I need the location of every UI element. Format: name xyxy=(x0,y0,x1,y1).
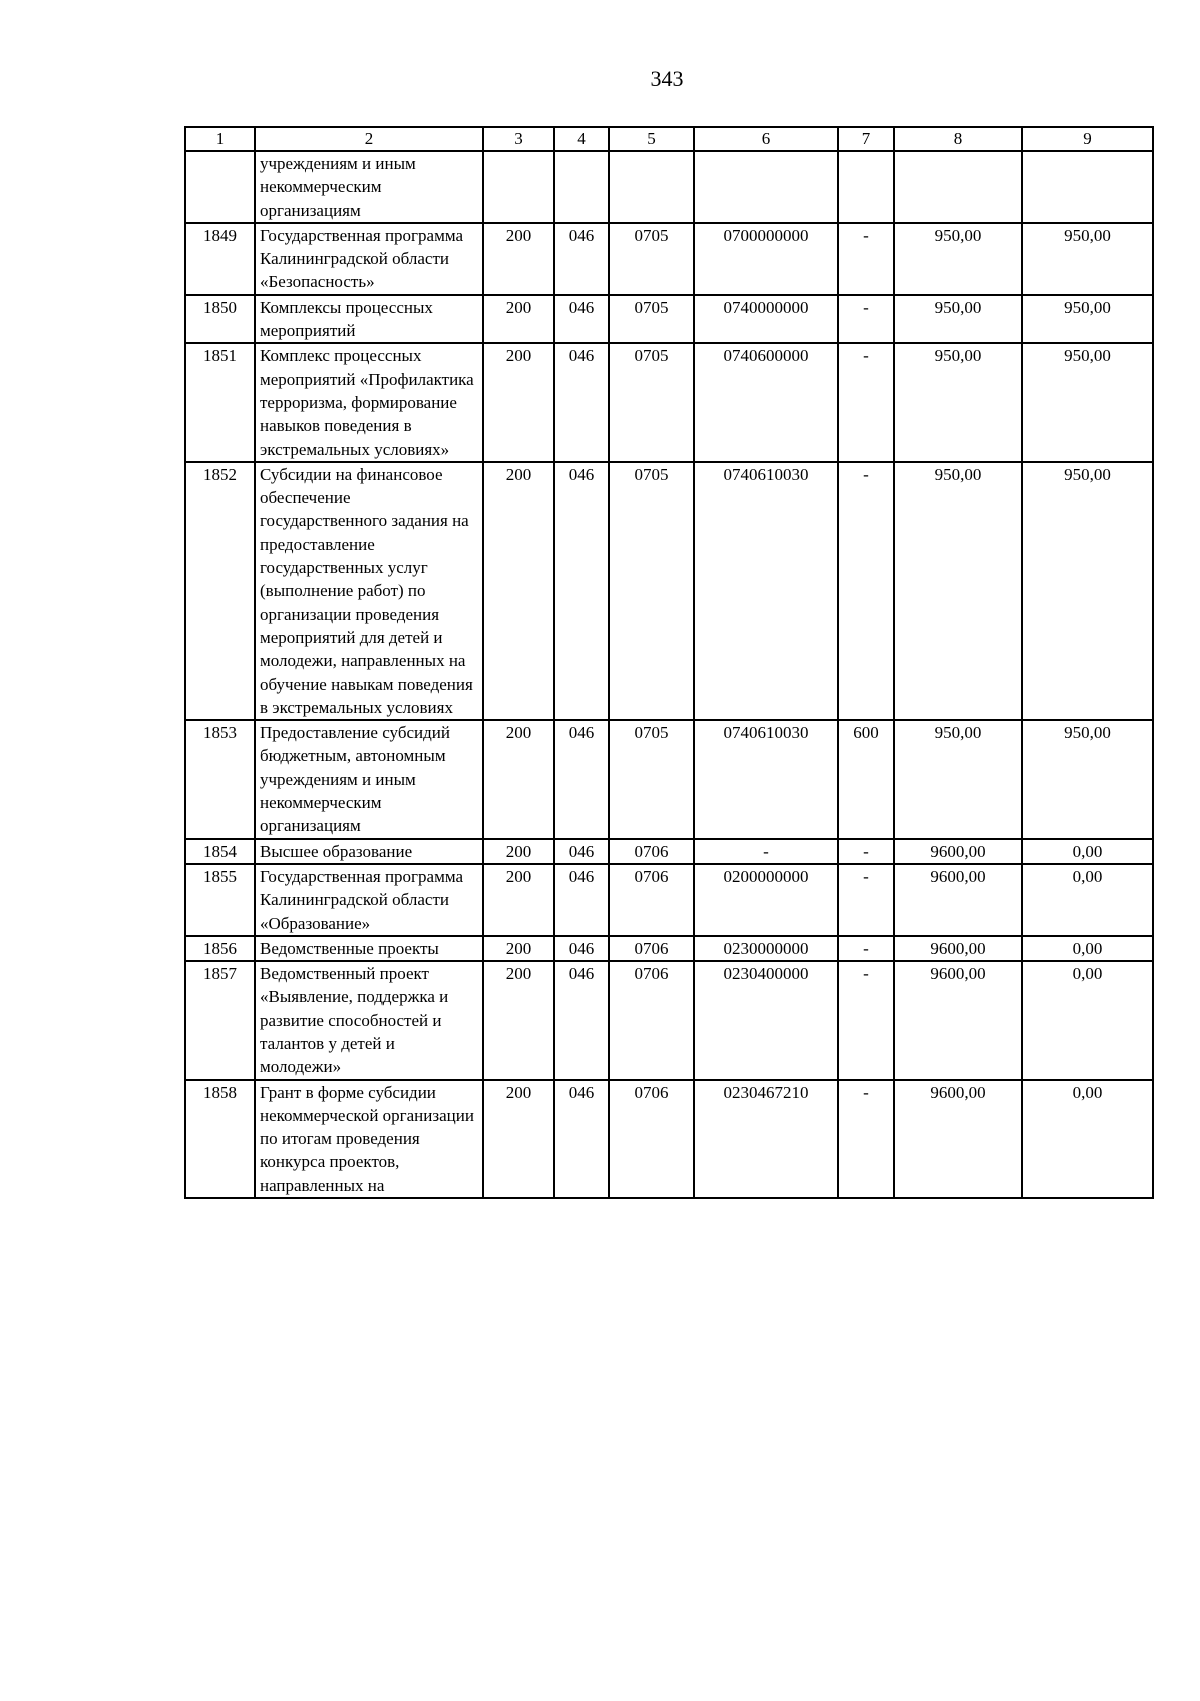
cell-expense-type: - xyxy=(838,1080,894,1198)
table-body xyxy=(185,151,1153,1198)
cell-description: Комплексы процессных мероприятий xyxy=(255,295,483,344)
cell-code-4 xyxy=(554,151,609,223)
cell-description: учреждениям и иным некоммерческим организациям xyxy=(255,151,483,223)
column-header-7: 7 xyxy=(838,127,894,151)
column-header-3: 3 xyxy=(483,127,554,151)
cell-expense-type: - xyxy=(838,223,894,295)
cell-section-code: 0705 xyxy=(609,295,694,344)
cell-amount-2025: 950,00 xyxy=(1022,343,1153,461)
cell-expense-type: - xyxy=(838,462,894,720)
header-row xyxy=(185,127,1153,151)
cell-section-code: 0706 xyxy=(609,961,694,1079)
table-row xyxy=(185,462,1153,720)
cell-amount-2025: 0,00 xyxy=(1022,961,1153,1079)
cell-target-code: 0740610030 xyxy=(694,720,838,838)
column-header-8: 8 xyxy=(894,127,1022,151)
cell-code-3: 200 xyxy=(483,720,554,838)
cell-code-4: 046 xyxy=(554,720,609,838)
cell-amount-2024: 950,00 xyxy=(894,223,1022,295)
cell-target-code: - xyxy=(694,839,838,864)
cell-expense-type: 600 xyxy=(838,720,894,838)
cell-target-code: 0700000000 xyxy=(694,223,838,295)
cell-amount-2025: 950,00 xyxy=(1022,223,1153,295)
table-row xyxy=(185,864,1153,936)
table-row xyxy=(185,151,1153,223)
cell-description: Ведомственные проекты xyxy=(255,936,483,961)
table-row xyxy=(185,839,1153,864)
cell-target-code: 0740000000 xyxy=(694,295,838,344)
cell-description: Государственная программа Калининградской области «Безопасность» xyxy=(255,223,483,295)
table-row xyxy=(185,223,1153,295)
table-row xyxy=(185,1080,1153,1198)
cell-expense-type: - xyxy=(838,961,894,1079)
cell-amount-2025: 0,00 xyxy=(1022,864,1153,936)
cell-code-3: 200 xyxy=(483,343,554,461)
table-row xyxy=(185,720,1153,838)
cell-row-number: 1857 xyxy=(185,961,255,1079)
cell-description: Высшее образование xyxy=(255,839,483,864)
cell-section-code: 0705 xyxy=(609,343,694,461)
cell-code-4: 046 xyxy=(554,936,609,961)
cell-amount-2025: 950,00 xyxy=(1022,295,1153,344)
cell-amount-2025 xyxy=(1022,151,1153,223)
cell-amount-2025: 950,00 xyxy=(1022,462,1153,720)
cell-section-code: 0706 xyxy=(609,839,694,864)
cell-code-3: 200 xyxy=(483,462,554,720)
cell-amount-2024 xyxy=(894,151,1022,223)
cell-code-3: 200 xyxy=(483,961,554,1079)
cell-code-3: 200 xyxy=(483,839,554,864)
cell-code-4: 046 xyxy=(554,839,609,864)
cell-description: Комплекс процессных мероприятий «Профилактика терроризма, формирование навыков поведения в экстремальных условиях» xyxy=(255,343,483,461)
cell-code-4: 046 xyxy=(554,961,609,1079)
cell-amount-2025: 0,00 xyxy=(1022,936,1153,961)
cell-amount-2024: 950,00 xyxy=(894,720,1022,838)
cell-amount-2025: 0,00 xyxy=(1022,839,1153,864)
cell-description: Грант в форме субсидии некоммерческой организации по итогам проведения конкурса проектов, направленных на xyxy=(255,1080,483,1198)
cell-expense-type: - xyxy=(838,936,894,961)
cell-row-number xyxy=(185,151,255,223)
cell-amount-2024: 9600,00 xyxy=(894,864,1022,936)
cell-row-number: 1856 xyxy=(185,936,255,961)
cell-code-3: 200 xyxy=(483,223,554,295)
cell-description: Ведомственный проект «Выявление, поддержка и развитие способностей и талантов у детей и молодежи» xyxy=(255,961,483,1079)
table-row xyxy=(185,961,1153,1079)
cell-section-code: 0705 xyxy=(609,223,694,295)
table-row xyxy=(185,295,1153,344)
cell-target-code: 0230467210 xyxy=(694,1080,838,1198)
cell-code-3 xyxy=(483,151,554,223)
cell-amount-2024: 9600,00 xyxy=(894,839,1022,864)
cell-code-4: 046 xyxy=(554,1080,609,1198)
page-number: 343 xyxy=(650,66,684,91)
column-header-6: 6 xyxy=(694,127,838,151)
cell-row-number: 1851 xyxy=(185,343,255,461)
cell-row-number: 1854 xyxy=(185,839,255,864)
cell-amount-2024: 950,00 xyxy=(894,343,1022,461)
cell-amount-2024: 9600,00 xyxy=(894,936,1022,961)
cell-amount-2025: 0,00 xyxy=(1022,1080,1153,1198)
table-row xyxy=(185,936,1153,961)
column-header-2: 2 xyxy=(255,127,483,151)
cell-target-code: 0740610030 xyxy=(694,462,838,720)
cell-section-code: 0706 xyxy=(609,936,694,961)
column-header-4: 4 xyxy=(554,127,609,151)
cell-target-code xyxy=(694,151,838,223)
cell-code-3: 200 xyxy=(483,864,554,936)
cell-code-4: 046 xyxy=(554,223,609,295)
cell-description: Субсидии на финансовое обеспечение государственного задания на предоставление государственных услуг (выполнение работ) по организации проведения мероприятий для детей и молодежи, направленных на обучение навыкам поведения в экстремальных условиях xyxy=(255,462,483,720)
cell-section-code: 0706 xyxy=(609,1080,694,1198)
cell-code-4: 046 xyxy=(554,462,609,720)
column-header-5: 5 xyxy=(609,127,694,151)
cell-target-code: 0200000000 xyxy=(694,864,838,936)
cell-code-3: 200 xyxy=(483,295,554,344)
column-header-9: 9 xyxy=(1022,127,1153,151)
cell-row-number: 1853 xyxy=(185,720,255,838)
cell-expense-type xyxy=(838,151,894,223)
cell-code-4: 046 xyxy=(554,343,609,461)
cell-amount-2024: 950,00 xyxy=(894,295,1022,344)
cell-row-number: 1852 xyxy=(185,462,255,720)
cell-amount-2025: 950,00 xyxy=(1022,720,1153,838)
budget-table xyxy=(184,126,1154,1199)
column-header-1: 1 xyxy=(185,127,255,151)
cell-amount-2024: 950,00 xyxy=(894,462,1022,720)
cell-code-3: 200 xyxy=(483,1080,554,1198)
cell-row-number: 1858 xyxy=(185,1080,255,1198)
table-header xyxy=(185,127,1153,151)
cell-code-4: 046 xyxy=(554,295,609,344)
cell-target-code: 0230000000 xyxy=(694,936,838,961)
cell-description: Государственная программа Калининградской области «Образование» xyxy=(255,864,483,936)
cell-expense-type: - xyxy=(838,864,894,936)
cell-amount-2024: 9600,00 xyxy=(894,1080,1022,1198)
cell-target-code: 0740600000 xyxy=(694,343,838,461)
cell-amount-2024: 9600,00 xyxy=(894,961,1022,1079)
cell-code-4: 046 xyxy=(554,864,609,936)
cell-description: Предоставление субсидий бюджетным, автономным учреждениям и иным некоммерческим организациям xyxy=(255,720,483,838)
cell-code-3: 200 xyxy=(483,936,554,961)
cell-row-number: 1849 xyxy=(185,223,255,295)
cell-expense-type: - xyxy=(838,839,894,864)
cell-section-code: 0705 xyxy=(609,462,694,720)
cell-expense-type: - xyxy=(838,343,894,461)
cell-expense-type: - xyxy=(838,295,894,344)
cell-row-number: 1855 xyxy=(185,864,255,936)
cell-section-code xyxy=(609,151,694,223)
cell-section-code: 0706 xyxy=(609,864,694,936)
cell-section-code: 0705 xyxy=(609,720,694,838)
table-row xyxy=(185,343,1153,461)
cell-target-code: 0230400000 xyxy=(694,961,838,1079)
cell-row-number: 1850 xyxy=(185,295,255,344)
